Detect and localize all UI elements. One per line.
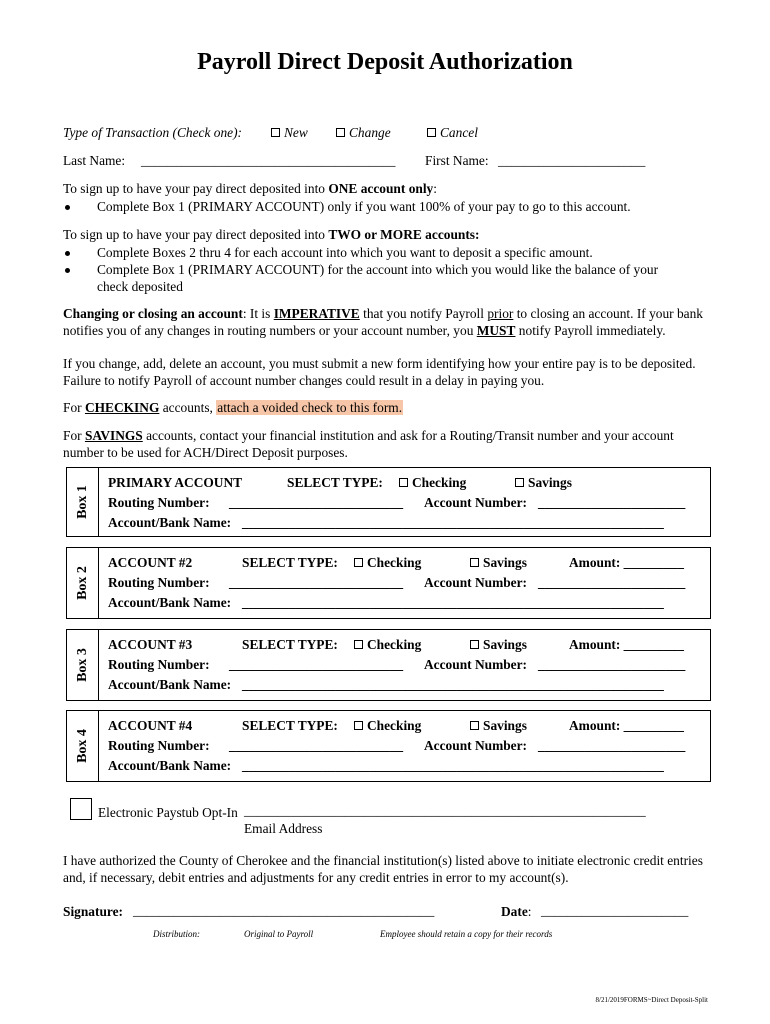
voided-check-highlight: attach a voided check to this form. bbox=[217, 400, 403, 415]
select-type-label: SELECT TYPE: bbox=[287, 475, 383, 490]
paystub-opt-in-checkbox[interactable] bbox=[70, 798, 92, 820]
box-label: Box 4 bbox=[67, 711, 99, 781]
box-1-primary-account bbox=[66, 467, 711, 537]
box-account-title: ACCOUNT #2 bbox=[108, 555, 193, 570]
last-name-field[interactable]: ______________________________________ bbox=[141, 153, 396, 168]
transaction-cancel-option[interactable] bbox=[427, 125, 478, 141]
box-2-account bbox=[66, 547, 711, 619]
account-number-field[interactable]: ______________________ bbox=[538, 738, 686, 753]
box-account-title: PRIMARY ACCOUNT bbox=[108, 475, 243, 490]
bank-name-label: Account/Bank Name: bbox=[108, 677, 232, 692]
savings-checkbox[interactable] bbox=[470, 558, 479, 567]
multi-account-bullet-1: Complete Boxes 2 thru 4 for each account into which you want to deposit a specific amount. bbox=[97, 245, 593, 260]
checking-checkbox[interactable] bbox=[354, 721, 363, 730]
account-number-label: Account Number: bbox=[424, 738, 528, 753]
bank-name-field[interactable]: _______________________________________________________________ bbox=[242, 595, 664, 610]
routing-number-label: Routing Number: bbox=[108, 495, 210, 510]
bank-name-field[interactable]: _______________________________________________________________ bbox=[242, 758, 664, 773]
bullet bbox=[65, 251, 70, 256]
last-name-label: Last Name: bbox=[63, 153, 126, 168]
bank-name-label: Account/Bank Name: bbox=[108, 515, 232, 530]
box-4-account bbox=[66, 710, 711, 782]
checking-option[interactable]: Checking bbox=[354, 637, 421, 653]
account-number-field[interactable]: ______________________ bbox=[538, 495, 686, 510]
page-title: Payroll Direct Deposit Authorization bbox=[197, 49, 573, 75]
signature-label: Signature: bbox=[63, 904, 124, 919]
box-label: Box 1 bbox=[67, 468, 99, 536]
routing-number-field[interactable]: __________________________ bbox=[229, 738, 404, 753]
change-label: Change bbox=[349, 125, 391, 140]
routing-number-label: Routing Number: bbox=[108, 657, 210, 672]
checking-option[interactable]: Checking bbox=[354, 718, 421, 734]
account-number-field[interactable]: ______________________ bbox=[538, 657, 686, 672]
routing-number-label: Routing Number: bbox=[108, 738, 210, 753]
savings-checkbox[interactable] bbox=[515, 478, 524, 487]
new-label: New bbox=[284, 125, 308, 140]
select-type-label: SELECT TYPE: bbox=[242, 555, 338, 570]
signature-field[interactable]: _____________________________________________ bbox=[133, 903, 435, 918]
multi-account-intro: To sign up to have your pay direct deposited into TWO or MORE accounts: bbox=[63, 227, 480, 242]
savings-instruction: For SAVINGS accounts, contact your financial institution and ask for a Routing/Transit number and your account number to be used for ACH/Direct Deposit purposes. bbox=[63, 428, 674, 460]
cancel-label: Cancel bbox=[440, 125, 478, 140]
box-3-account bbox=[66, 629, 711, 701]
first-name-field[interactable]: ______________________ bbox=[498, 153, 646, 168]
routing-number-label: Routing Number: bbox=[108, 575, 210, 590]
select-type-label: SELECT TYPE: bbox=[242, 637, 338, 652]
checking-checkbox[interactable] bbox=[354, 558, 363, 567]
account-number-field[interactable]: ______________________ bbox=[538, 575, 686, 590]
one-account-intro: To sign up to have your pay direct deposited into ONE account only: bbox=[63, 181, 437, 196]
account-number-label: Account Number: bbox=[424, 657, 528, 672]
checking-instruction: For CHECKING accounts, attach a voided check to this form. bbox=[63, 400, 403, 415]
change-form-paragraph: If you change, add, delete an account, you must submit a new form identifying how your entire pay is to be deposited. Failure to notify Payroll of account number changes could result in a delay in paying you. bbox=[63, 356, 696, 388]
savings-checkbox[interactable] bbox=[470, 721, 479, 730]
cancel-checkbox[interactable] bbox=[427, 128, 436, 137]
change-checkbox[interactable] bbox=[336, 128, 345, 137]
savings-option[interactable]: Savings bbox=[470, 718, 527, 734]
checking-option[interactable]: Checking bbox=[354, 555, 421, 571]
checking-checkbox[interactable] bbox=[399, 478, 408, 487]
amount-field[interactable]: Amount: _________ bbox=[569, 555, 684, 570]
email-address-field[interactable]: ____________________________________________________________ bbox=[244, 803, 646, 818]
bank-name-label: Account/Bank Name: bbox=[108, 758, 232, 773]
bullet bbox=[65, 205, 70, 210]
paystub-opt-in-label: Electronic Paystub Opt-In bbox=[98, 805, 238, 820]
bank-name-field[interactable]: _______________________________________________________________ bbox=[242, 677, 664, 692]
account-number-label: Account Number: bbox=[424, 495, 528, 510]
first-name-label: First Name: bbox=[425, 153, 489, 168]
multi-account-bullet-2-line-1: Complete Box 1 (PRIMARY ACCOUNT) for the account into which you would like the balance of your bbox=[97, 262, 659, 277]
distribution-employee-copy: Employee should retain a copy for their records bbox=[380, 929, 553, 939]
box-account-title: ACCOUNT #4 bbox=[108, 718, 193, 733]
bullet bbox=[65, 268, 70, 273]
new-checkbox[interactable] bbox=[271, 128, 280, 137]
checking-option[interactable]: Checking bbox=[399, 475, 466, 491]
box-label: Box 3 bbox=[67, 630, 99, 700]
routing-number-field[interactable]: __________________________ bbox=[229, 495, 404, 510]
distribution-label: Distribution: bbox=[153, 929, 201, 939]
bank-name-label: Account/Bank Name: bbox=[108, 595, 232, 610]
routing-number-field[interactable]: __________________________ bbox=[229, 657, 404, 672]
transaction-new-option[interactable] bbox=[271, 125, 308, 141]
box-account-title: ACCOUNT #3 bbox=[108, 637, 193, 652]
footer-form-id: 8/21/2019FORMS~Direct Deposit-Split bbox=[595, 996, 708, 1004]
savings-option[interactable]: Savings bbox=[470, 637, 527, 653]
routing-number-field[interactable]: __________________________ bbox=[229, 575, 404, 590]
select-type-label: SELECT TYPE: bbox=[242, 718, 338, 733]
authorization-statement: I have authorized the County of Cherokee and the financial institution(s) listed above to initiate electronic credit entries and, if necessary, debit entries and adjustments for any credit entries in error to my account(s). bbox=[63, 853, 703, 885]
date-label: Date: bbox=[501, 904, 532, 919]
multi-account-bullet-2-line-2: check deposited bbox=[97, 279, 183, 294]
date-field[interactable]: ______________________ bbox=[541, 903, 689, 918]
box-label: Box 2 bbox=[67, 548, 99, 618]
transaction-change-option[interactable] bbox=[336, 125, 391, 141]
account-number-label: Account Number: bbox=[424, 575, 528, 590]
savings-option[interactable]: Savings bbox=[515, 475, 572, 491]
savings-option[interactable]: Savings bbox=[470, 555, 527, 571]
checking-checkbox[interactable] bbox=[354, 640, 363, 649]
transaction-type-label: Type of Transaction (Check one): bbox=[63, 125, 243, 140]
email-address-caption: Email Address bbox=[244, 821, 323, 836]
one-account-bullet: Complete Box 1 (PRIMARY ACCOUNT) only if you want 100% of your pay to go to this account. bbox=[97, 199, 631, 214]
bank-name-field[interactable]: _______________________________________________________________ bbox=[242, 515, 664, 530]
amount-field[interactable]: Amount: _________ bbox=[569, 637, 684, 652]
savings-checkbox[interactable] bbox=[470, 640, 479, 649]
distribution-original: Original to Payroll bbox=[244, 929, 314, 939]
changing-account-paragraph: Changing or closing an account: It is IMPERATIVE that you notify Payroll prior to closing an account. If your bank notifies you of any changes in routing numbers or your account number, you MUST notify Payroll immediately. bbox=[63, 306, 704, 338]
amount-field[interactable]: Amount: _________ bbox=[569, 718, 684, 733]
